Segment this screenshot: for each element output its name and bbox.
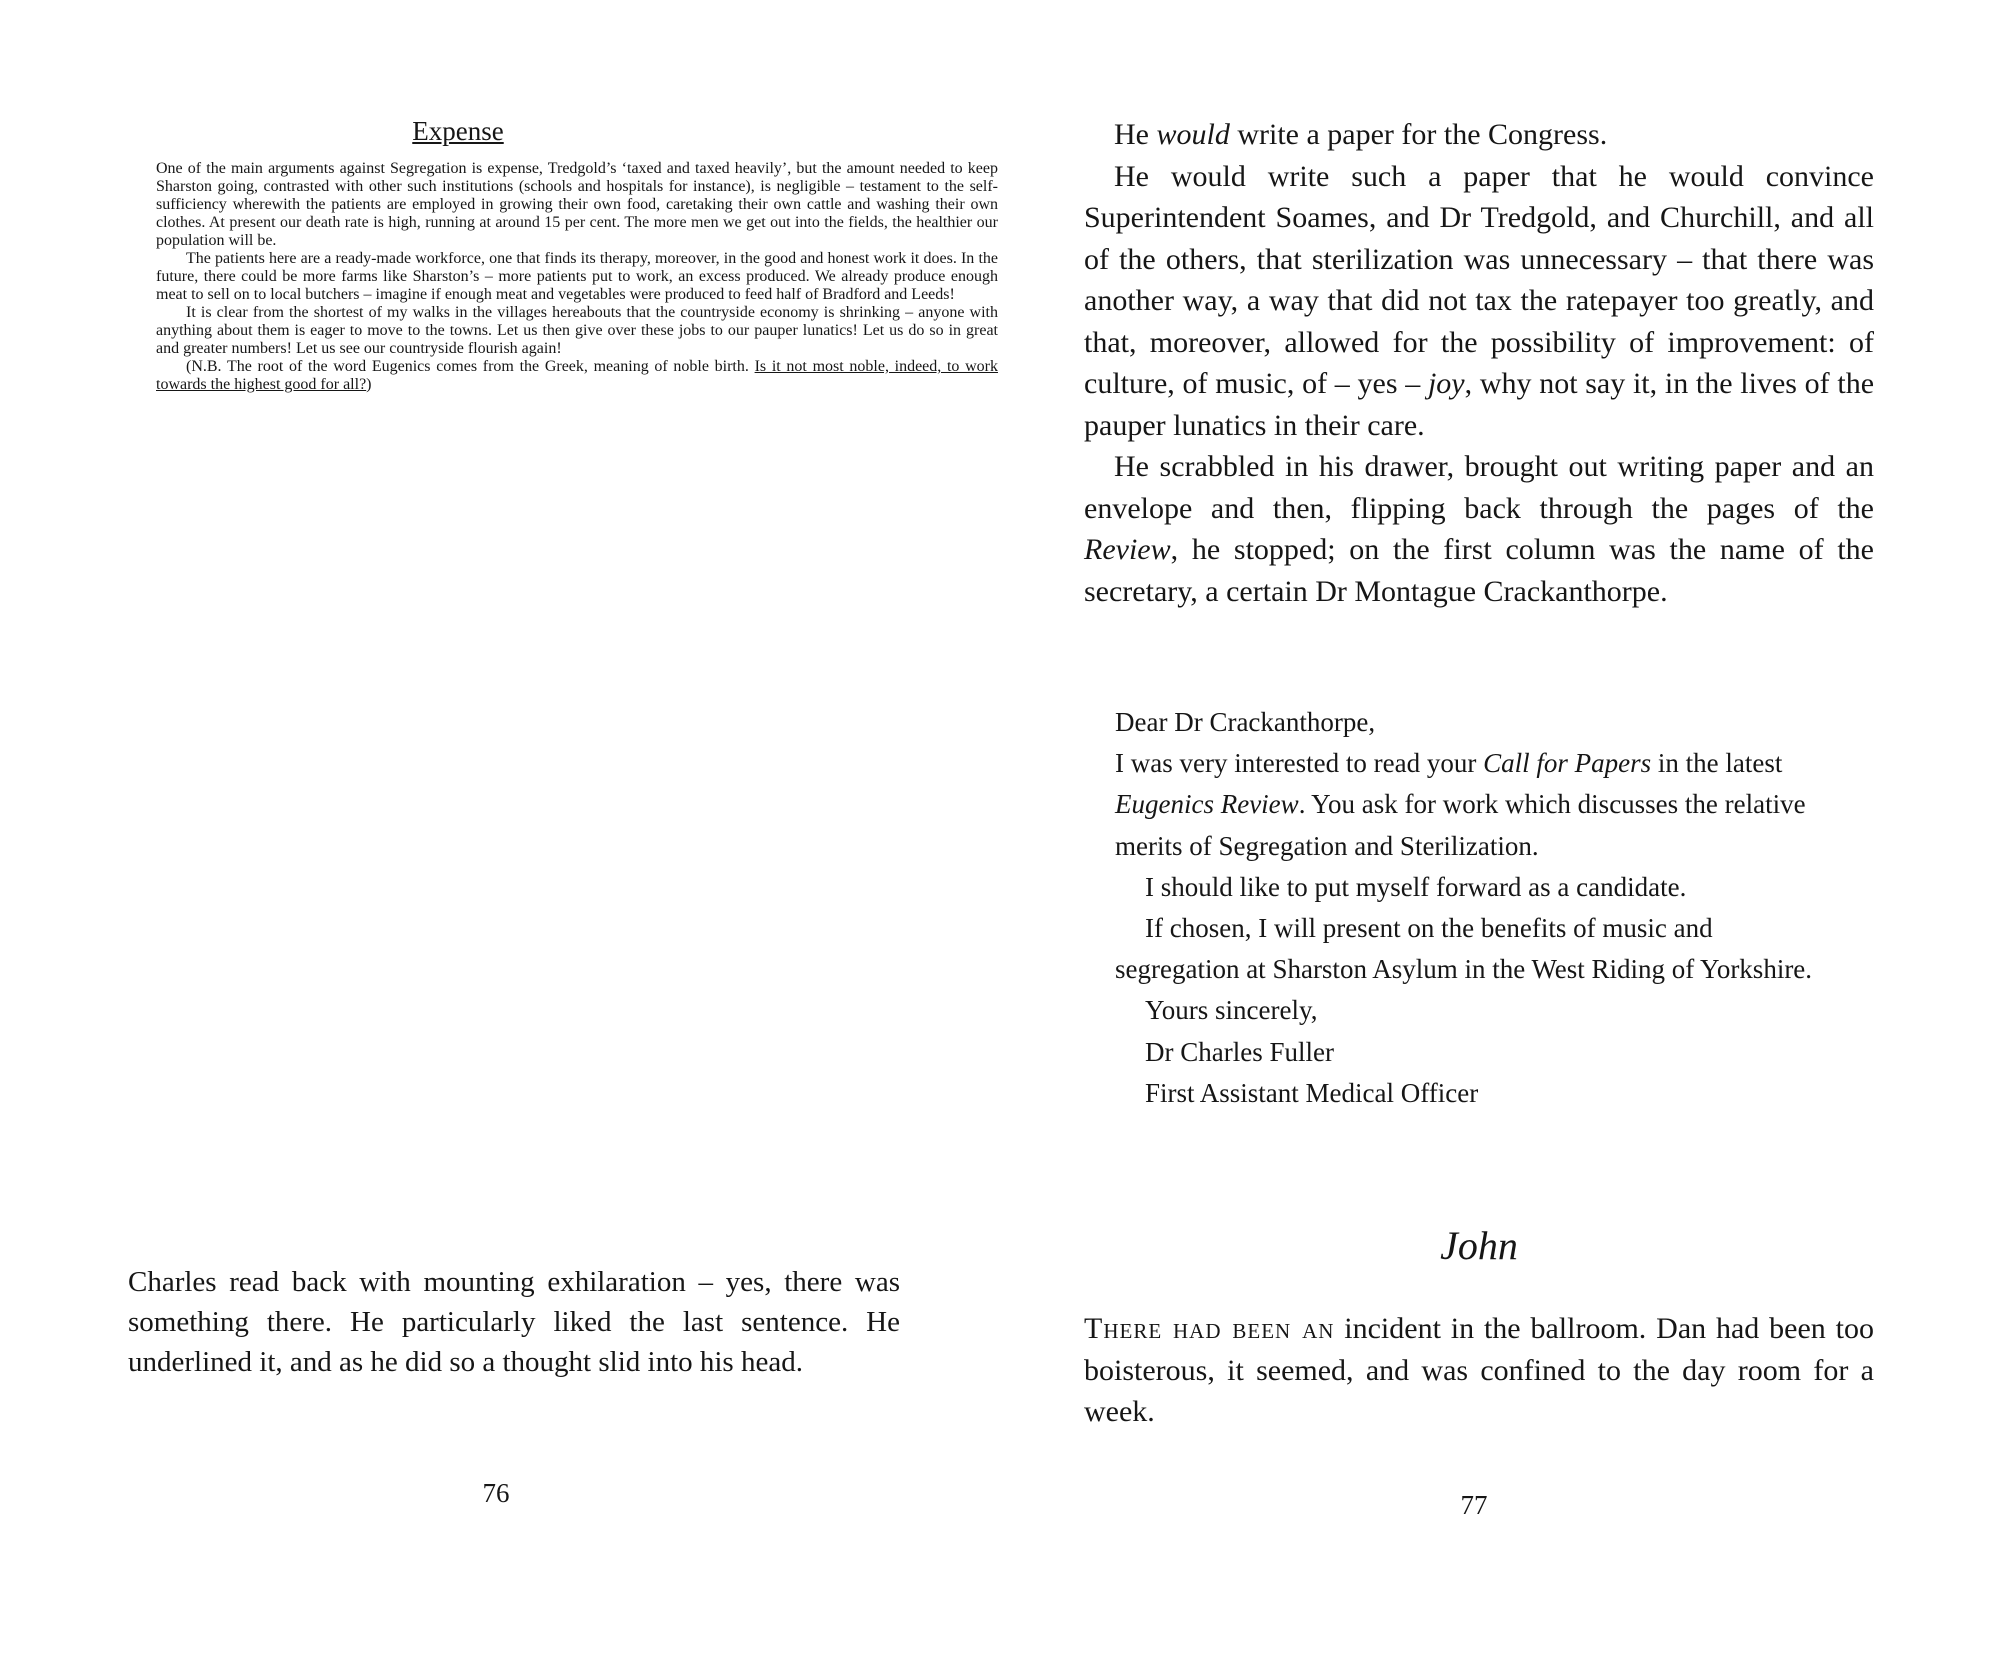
- memo-paragraph-1: One of the main arguments against Segregation is expense, Tredgold’s ‘taxed and taxed heavily’, but the amount needed to keep Sharston going, contrasted with other such institutions (schools and hospitals for instance), is negligible – testament to the self-sufficiency wherewith the patients are employed in growing their own food, caretaking their own cattle and washing their own clothes. At present our death rate is high, running at around 15 per cent. The more men we get out into the fields, the healthier our population will be.: [156, 160, 998, 249]
- chapter-opening-rest: incident in the ballroom. Dan had been too boisterous, it seemed, and was confined to the day room for a week.: [1084, 1312, 1874, 1428]
- letter-salutation: Dear Dr Crackanthorpe,: [1115, 707, 1376, 737]
- letter-eugenics-review: Eugenics Review: [1115, 789, 1299, 820]
- page-number-right: 77: [1460, 1490, 1488, 1520]
- letter-body-1-b: in the latest: [1651, 748, 1783, 779]
- memo-body: [156, 160, 998, 394]
- nb-underlined-sentence: Is it not most noble, indeed, to work towards the highest good for all?: [156, 358, 999, 393]
- narrative-paragraph: Charles read back with mounting exhilaration – yes, there was something there. He particularly liked the last sentence. He underlined it, and as he did so a thought slid into his head.: [128, 1266, 900, 1378]
- letter-body-1-a: I was very interested to read your: [1115, 748, 1484, 779]
- chapter-opening-smallcaps: There had been an: [1084, 1312, 1335, 1345]
- memo-paragraph-3: It is clear from the shortest of my walks in the villages hereabouts that the countryside economy is shrinking – anyone with anything about them is eager to move to the towns. Let us then give over these jobs to our pauper lunatics! Let us do so in great and greater numbers! Let us see our countryside flourish again!: [156, 304, 998, 357]
- chapter-opening-paragraph: [1084, 1308, 1874, 1433]
- p2-text-b: , why not say it, in the lives of the pauper lunatics in their care.: [1084, 367, 1875, 442]
- p3-italic: Review: [1084, 533, 1171, 566]
- letter-body-2: I should like to put myself forward as a candidate.: [1145, 871, 1687, 902]
- right-narrative: [1084, 114, 1874, 612]
- right-paragraph-1: [1084, 114, 1874, 156]
- page-number-left: 76: [482, 1478, 510, 1508]
- letter-signature-title: First Assistant Medical Officer: [1145, 1077, 1479, 1108]
- letter-body-3: If chosen, I will present on the benefits of music and segregation at Sharston Asylum in the West Riding of Yorkshire.: [1115, 913, 1813, 985]
- letter-call-for-papers: Call for Papers: [1483, 748, 1652, 779]
- letter-body-1-c: . You ask for work which discusses the relative merits of Segregation and Sterilization.: [1115, 789, 1806, 861]
- p2-italic: joy: [1427, 367, 1465, 400]
- letter-body-1: [1115, 743, 1835, 867]
- p1-text-a: He: [1114, 118, 1157, 151]
- p3-text-a: He scrabbled in his drawer, brought out writing paper and an envelope and then, flipping back through the pages of the: [1084, 450, 1874, 525]
- p2-text-a: He would write such a paper that he would convince Superintendent Soames, and Dr Tredgold, and Churchill, and all of the others, that sterilization was unnecessary – that there was another way, a way that did not tax the ratepayer too greatly, and that, moreover, allowed for the possibility of improvement: of culture, of music, of – yes –: [1084, 159, 1874, 400]
- p3-text-b: , he stopped; on the first column was the name of the secretary, a certain Dr Montague Crackanthorpe.: [1084, 533, 1874, 608]
- memo-paragraph-2: The patients here are a ready-made workforce, one that finds its therapy, moreover, in the good and honest work it does. In the future, there could be more farms like Sharston’s – more patients put to work, an excess produced. We already produce enough meat to sell on to local butchers – imagine if enough meat and vegetables were produced to feed half of Bradford and Leeds!: [156, 250, 998, 303]
- chapter-opening: [1084, 1308, 1874, 1433]
- p1-italic: would: [1156, 118, 1230, 151]
- nb-closing: ): [366, 376, 372, 393]
- p1-text-b: write a paper for the Congress.: [1229, 118, 1608, 151]
- letter-signature-name: Dr Charles Fuller: [1145, 1036, 1334, 1067]
- right-paragraph-3: [1084, 446, 1874, 612]
- memo-heading: Expense: [412, 116, 504, 146]
- memo-nb-paragraph: [156, 358, 998, 394]
- letter-closing: Yours sincerely,: [1145, 995, 1318, 1026]
- nb-text: (N.B. The root of the word Eugenics comes from the Greek, meaning of noble birth.: [186, 358, 755, 375]
- letter: [1115, 702, 1835, 1114]
- left-narrative: [128, 1262, 900, 1382]
- chapter-title: John: [1440, 1223, 1518, 1268]
- right-paragraph-2: [1084, 156, 1874, 447]
